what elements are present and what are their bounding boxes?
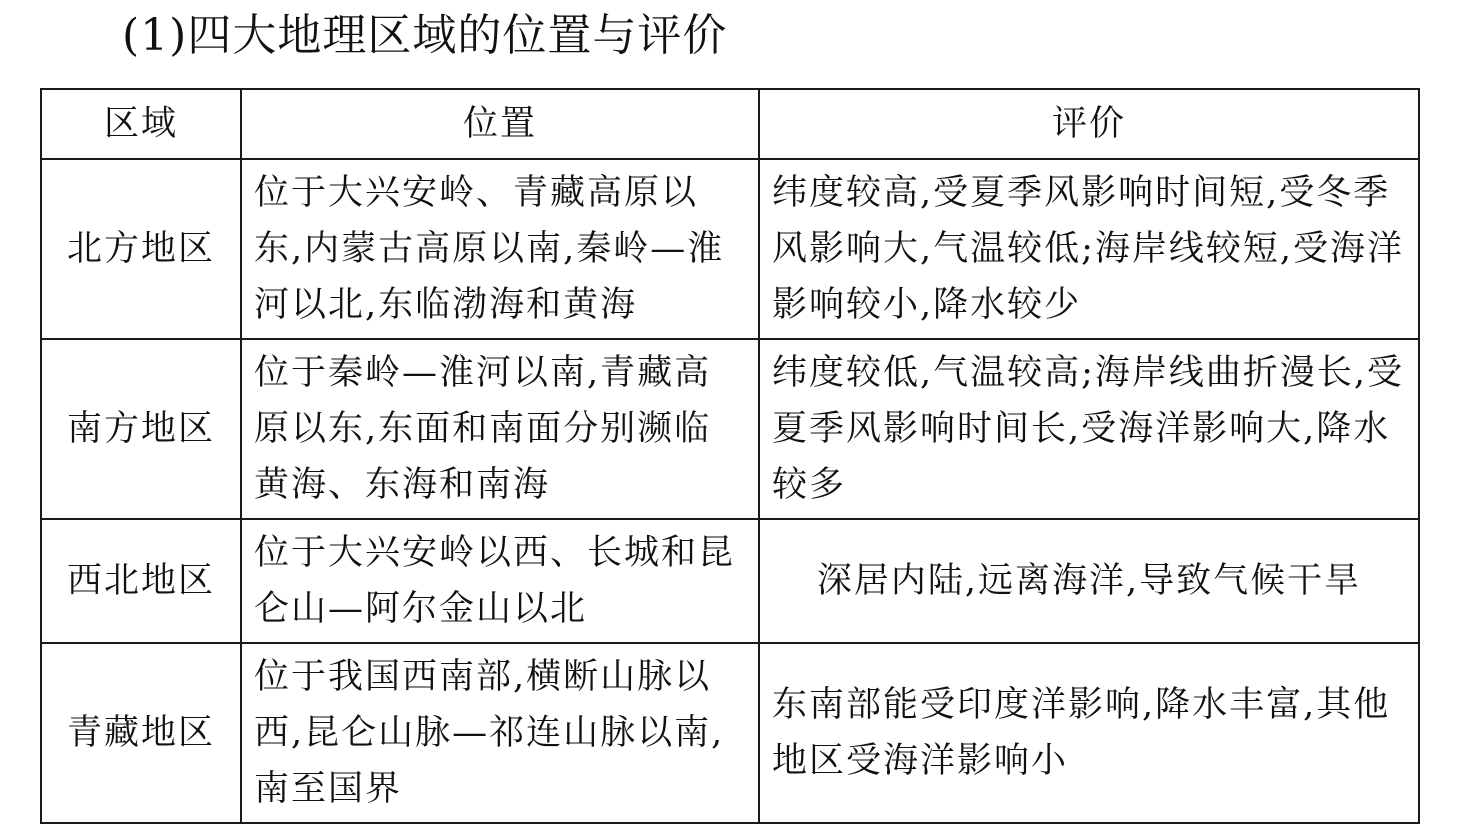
evaluation-cell: 纬度较高,受夏季风影响时间短,受冬季风影响大,气温较低;海岸线较短,受海洋影响较小,降水较少 — [759, 159, 1419, 339]
header-position: 位置 — [241, 89, 759, 159]
table-row — [41, 159, 1419, 339]
position-cell: 位于秦岭—淮河以南,青藏高原以东,东面和南面分别濒临黄海、东海和南海 — [241, 339, 759, 519]
region-cell: 青藏地区 — [41, 643, 241, 823]
table-row — [41, 643, 1419, 823]
region-cell: 南方地区 — [41, 339, 241, 519]
table-row — [41, 339, 1419, 519]
position-cell: 位于大兴安岭、青藏高原以东,内蒙古高原以南,秦岭—淮河以北,东临渤海和黄海 — [241, 159, 759, 339]
position-cell: 位于我国西南部,横断山脉以西,昆仑山脉—祁连山脉以南,南至国界 — [241, 643, 759, 823]
region-cell: 西北地区 — [41, 519, 241, 643]
header-evaluation: 评价 — [759, 89, 1419, 159]
page-title: (1)四大地理区域的位置与评价 — [122, 10, 728, 61]
evaluation-cell: 纬度较低,气温较高;海岸线曲折漫长,受夏季风影响时间长,受海洋影响大,降水较多 — [759, 339, 1419, 519]
position-cell: 位于大兴安岭以西、长城和昆仑山—阿尔金山以北 — [241, 519, 759, 643]
header-region: 区域 — [41, 89, 241, 159]
regions-table — [40, 88, 1420, 824]
evaluation-cell: 东南部能受印度洋影响,降水丰富,其他地区受海洋影响小 — [759, 643, 1419, 823]
table-header-row — [41, 89, 1419, 159]
table-row — [41, 519, 1419, 643]
region-cell: 北方地区 — [41, 159, 241, 339]
evaluation-cell: 深居内陆,远离海洋,导致气候干旱 — [759, 519, 1419, 643]
